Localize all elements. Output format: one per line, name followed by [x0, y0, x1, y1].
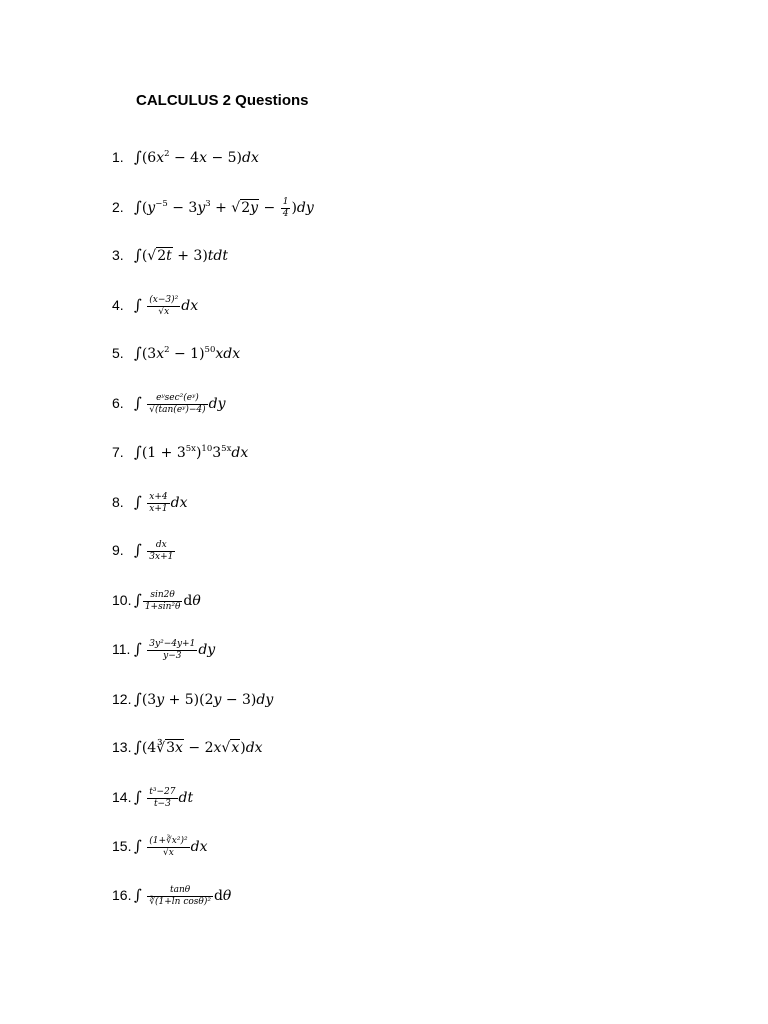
question-integral: ∫ $\frac{\text{(x−3)²}}{√x}$ dx: [134, 294, 199, 317]
question-number: 2.: [112, 199, 124, 215]
question-number: 8.: [112, 494, 124, 510]
question-12: [0, 684, 768, 714]
question-9: [0, 535, 768, 565]
question-number: 6.: [112, 395, 124, 411]
question-1: [0, 142, 768, 172]
question-number: 13.: [112, 739, 132, 755]
question-integral: ∫(3y + 5)(2y − 3)dy: [134, 690, 274, 708]
question-2: [0, 192, 768, 222]
question-integral: ∫ $\frac{\text{t³−27}}{t-3}$ dt: [134, 786, 194, 809]
question-5: [0, 338, 768, 368]
question-integral: $\int(1 + 3^{5x})^{10}3^{5x}dx$: [134, 443, 249, 461]
question-integral: ∫ $\frac{x+4}{x+1}$ dx: [134, 491, 188, 514]
question-number: 14.: [112, 789, 132, 805]
question-integral: ∫ $\frac{\text{3y²−4y+1}}{y-3}$ dy: [134, 638, 216, 661]
question-integral: ∫ $\frac{\text{(1+∛x²)²}}{√x}$ dx: [134, 835, 208, 858]
question-13: [0, 732, 768, 762]
question-number: 7.: [112, 444, 124, 460]
question-number: 10.: [112, 592, 132, 608]
question-integral: ∫ $\frac{\tan\theta}{\text{∛(1+ln cosθ)²}}$ dθ: [134, 884, 232, 907]
question-15: [0, 831, 768, 861]
question-number: 1.: [112, 149, 124, 165]
question-number: 3.: [112, 247, 124, 263]
question-4: [0, 290, 768, 320]
question-3: [0, 240, 768, 270]
question-integral: ∫ $\frac{\sin 2\theta}{\text{1+sin²θ}}$ dθ: [134, 589, 201, 612]
question-11: [0, 634, 768, 664]
question-number: 15.: [112, 838, 132, 854]
question-16: [0, 880, 768, 910]
question-integral: ∫ $\frac{dx}{3x+1}$: [134, 539, 174, 562]
question-integral: ∫(4∛3x − 2x√x)dx: [134, 738, 263, 756]
question-number: 9.: [112, 542, 124, 558]
question-8: [0, 487, 768, 517]
question-integral: ∫(√2t + 3)tdt: [134, 246, 229, 264]
question-10: [0, 585, 768, 615]
question-integral: $\int(y^{-5} - 3y^3 + √2y$ − $\frac{1}{4}$ )dy: [134, 196, 314, 219]
question-number: 4.: [112, 297, 124, 313]
question-7: [0, 437, 768, 467]
question-number: 5.: [112, 345, 124, 361]
question-6: [0, 388, 768, 418]
question-integral: $\int(3x^2 - 1)^{50}xdx$: [134, 344, 241, 362]
question-number: 11.: [112, 641, 131, 657]
question-integral: ∫ $\frac{\text{eʸsec²(eʸ)}}{\text{√(tan(eʸ)−4)}}$ dy: [134, 392, 226, 415]
question-number: 12.: [112, 691, 132, 707]
document-title: CALCULUS 2 Questions: [136, 92, 309, 109]
question-integral: $\int(6x^2 - 4x - 5)dx$: [134, 148, 259, 166]
question-number: 16.: [112, 887, 132, 903]
question-14: [0, 782, 768, 812]
